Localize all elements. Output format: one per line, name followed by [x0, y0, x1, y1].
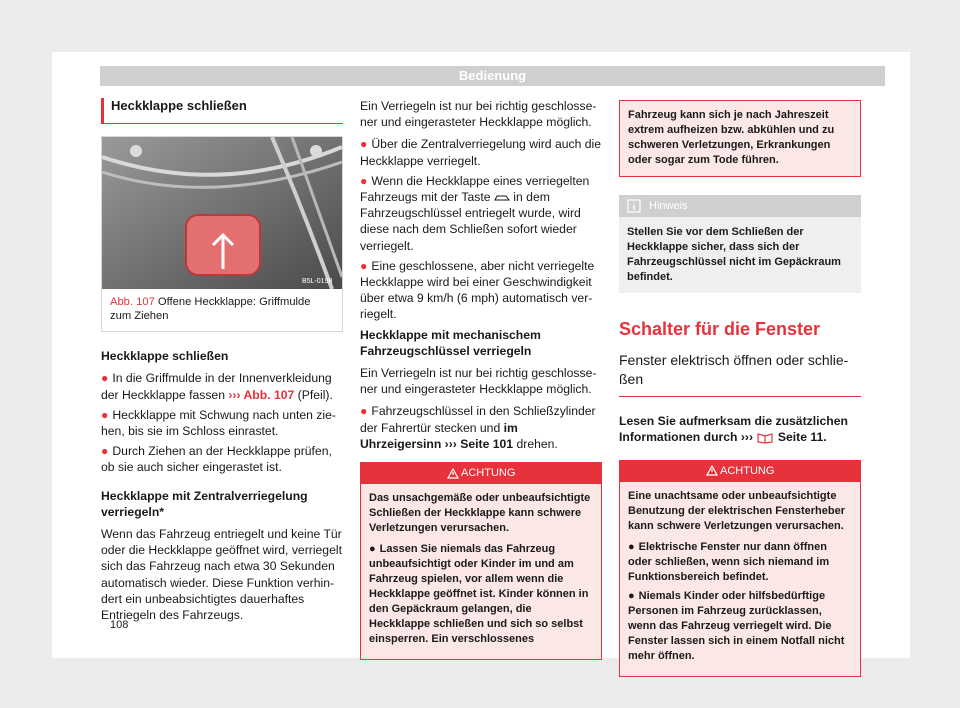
book-icon	[756, 432, 774, 444]
column-1	[101, 98, 343, 629]
page-link[interactable]: ››› Seite 101	[444, 436, 514, 451]
page-number: 108	[110, 619, 129, 631]
info-icon	[627, 199, 641, 213]
warning-box-continued	[619, 100, 861, 177]
bullet-item: ● Fahrzeugschlüssel in den Schließzylinder der Fahrertür stecken und im Uhrzeigersinn ››› Seite 101 drehen.	[360, 404, 596, 451]
trunk-lid-image	[102, 137, 342, 289]
bullet-item: ● In die Griffmulde in der Innenverkleidung der Heckklappe fassen ››› Abb. 107 (Pfeil).	[101, 371, 333, 402]
warning-box	[619, 460, 861, 677]
section-title-windows: Schalter für die Fenster	[619, 319, 821, 339]
figure-107	[101, 136, 343, 332]
paragraph: Ein Verriegeln ist nur bei richtig geschlossener und eingerasteter Heckklappe möglich.	[360, 99, 597, 130]
column-3	[619, 98, 861, 677]
figure-link[interactable]: ››› Abb. 107	[228, 387, 295, 402]
warning-triangle-icon	[706, 465, 718, 476]
car-unlock-icon	[494, 193, 510, 203]
subheading-lock: Heckklappe mit Zentralverriegelung verriegeln*	[101, 488, 308, 519]
bullet-item: ● Über die Zentralverriegelung wird auch die Heckklappe verriegelt.	[360, 137, 602, 168]
warning-header: ACHTUNG	[620, 461, 860, 482]
bullet-item: ● Wenn die Heckklappe eines verriegelten Fahrzeugs mit der Taste in dem Fahrzeugschlüssel entriegelt wurde, wird diese nach dem Schließen sofort wieder verriegelt.	[360, 173, 590, 253]
warning-header: ACHTUNG	[361, 463, 601, 484]
caption-text: Offene Heckklappe: Griffmulde zum Ziehen	[110, 296, 311, 323]
subheading-close: Heckklappe schließen	[101, 349, 229, 364]
warning-body: Eine unachtsame oder unbeaufsichtigte Benutzung der elektrischen Fensterheber kann schwere Verletzungen verursachen. ● Elektrische Fenster nur dann öffnen oder schließen, wenn sich niemand im Funktionsbereich befindet. ● Niemals Kinder oder hilfsbedürftige Personen im Fahrzeug zurücklassen, wenn das Fahrzeug verriegelt wird. Die Fenster lassen sich in einem Notfall nicht mehr öffnen.	[620, 482, 860, 676]
column-2	[360, 98, 602, 660]
note-body: Stellen Sie vor dem Schließen der Heckklappe sicher, dass sich der Fahrzeugschlüssel nicht im Gepäckraum befindet.	[619, 217, 861, 293]
warning-body: Das unsachgemäße oder unbeaufsichtigte Schließen der Heckklappe kann schwere Verletzungen verursachen. ● Lassen Sie niemals das Fahrzeug unbeaufsichtigt oder Kinder im und am Fahrzeug spielen, vor allem wenn die Heckklappe geöffnet ist. Kinder können in den Gepäckraum gelangen, die Heckklappe schließen und sich so selbst einsperren. Ein verschlossenes	[361, 484, 601, 659]
paragraph: Wenn das Fahrzeug entriegelt und keine Tür oder die Heckklappe geöffnet wird, verriegelt sich das Fahrzeug nach etwa 30 Sekunden automatisch wieder. Diese Funktion verhindert ein unbeabsichtigtes dauerhaftes Entriegeln des Fahrzeugs.	[101, 527, 342, 623]
chapter-header: Bedienung	[100, 66, 885, 86]
bullet-item: ● Eine geschlossene, aber nicht verriegelte Heckklappe wird bei einer Geschwindigkeit über etwa 9 km/h (6 mph) automatisch verriegelt.	[360, 258, 595, 322]
warning-triangle-icon	[447, 468, 459, 479]
warning-body: Fahrzeug kann sich je nach Jahreszeit extrem aufheizen bzw. abkühlen und zu schweren Verletzungen, Erkrankungen oder sogar zum Tode führen.	[620, 101, 860, 176]
page-link[interactable]: Seite 11	[777, 430, 824, 445]
page	[52, 52, 910, 662]
subheading-mechanical: Heckklappe mit mechanischem Fahrzeugschlüssel verriegeln	[360, 327, 541, 358]
bullet-item: ● Heckklappe mit Schwung nach unten ziehen, bis sie im Schloss einrastet.	[101, 407, 336, 439]
warning-box	[360, 462, 602, 660]
paragraph: Ein Verriegeln ist nur bei richtig geschlossener und eingerasteter Heckklappe möglich.	[360, 366, 597, 397]
note-box	[619, 195, 861, 293]
intro-paragraph: Lesen Sie aufmerksam die zusätzlichen Informationen durch ››› Seite 11.	[619, 414, 848, 445]
figure-caption	[102, 289, 342, 331]
section-subtitle: Fenster elektrisch öffnen oder schließen	[619, 351, 861, 397]
section-title: Heckklappe schließen	[101, 98, 343, 124]
figure-code: B5L-0198	[302, 278, 333, 286]
bullet-item: ● Durch Ziehen an der Heckklappe prüfen, ob sie auch sicher eingerastet ist.	[101, 444, 332, 475]
note-header: Hinweis	[619, 195, 861, 217]
caption-number: Abb. 107	[110, 296, 155, 309]
